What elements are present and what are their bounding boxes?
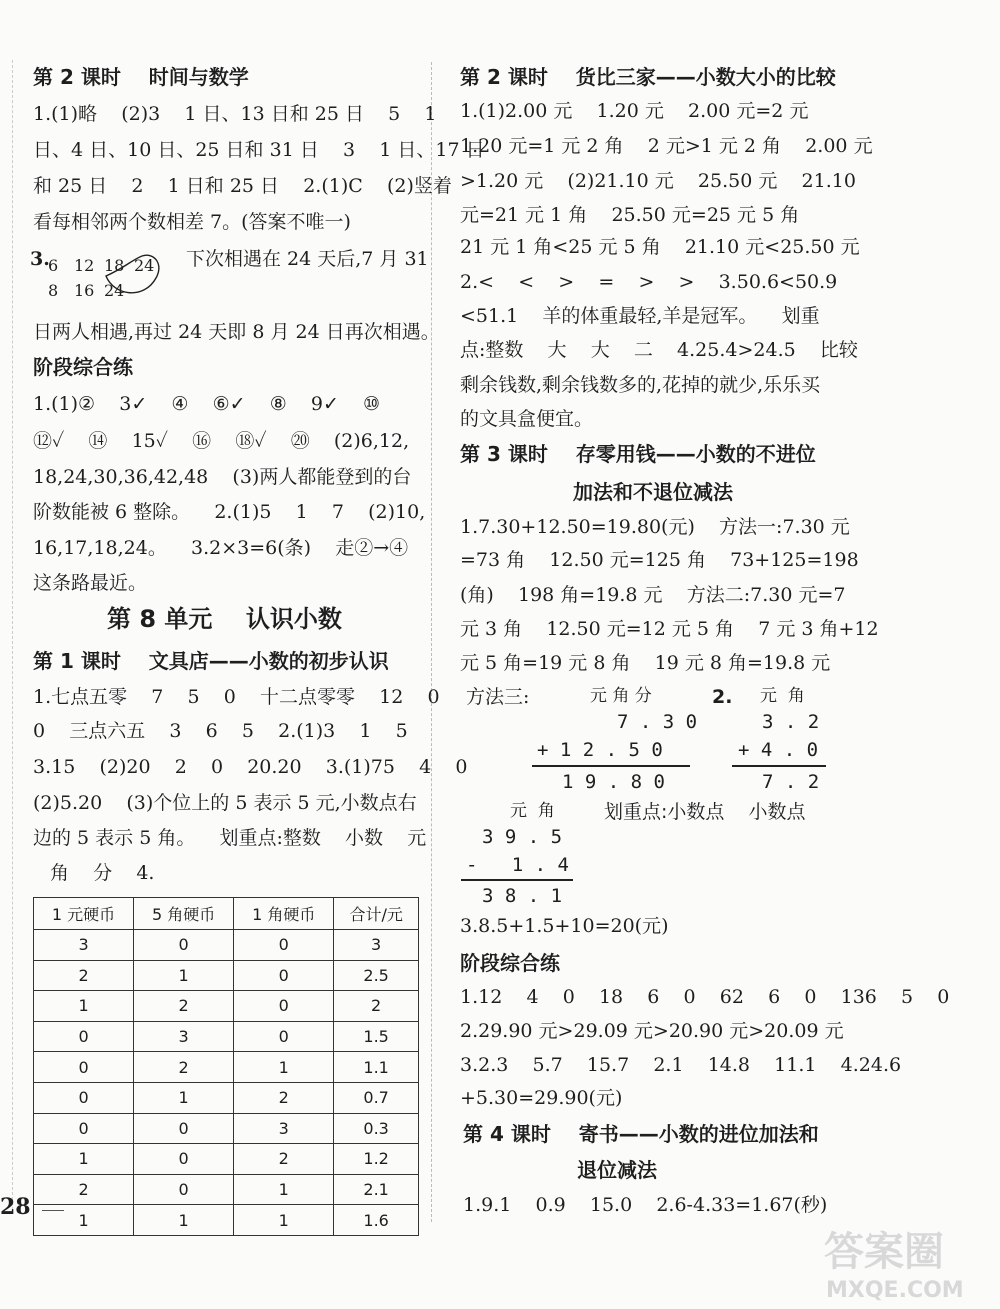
- table-row: [34, 991, 419, 1022]
- answer-line: 的文具盒便宜。: [460, 408, 594, 430]
- answer-line: 1.(1)② 3✓ ④ ⑥✓ ⑧ 9✓ ⑩: [33, 393, 381, 415]
- answer-line: 剩余钱数,剩余钱数多的,花掉的就少,乐乐买: [460, 374, 821, 396]
- answer-line: 1.(1)2.00 元 1.20 元 2.00 元=2 元: [460, 100, 809, 122]
- answer-line: 角 分 4.: [50, 862, 155, 884]
- table-cell: 2.5: [334, 960, 419, 991]
- answer-line: 0 三点六五 3 6 5 2.(1)3 1 5: [33, 720, 408, 742]
- table-cell: 0: [34, 1052, 134, 1083]
- lesson1-title: 第 1 课时 文具店——小数的初步认识: [33, 649, 389, 673]
- table-row: [34, 1082, 419, 1113]
- q3-num: 6: [48, 256, 59, 275]
- answer-line: 1.12 4 0 18 6 0 62 6 0 136 5 0: [460, 986, 950, 1008]
- answer-line: <51.1 羊的体重最轻,羊是冠军。 划重: [460, 305, 820, 327]
- answer-line: 1.20 元=1 元 2 角 2 元>1 元 2 角 2.00 元: [460, 135, 873, 157]
- answer-line: 1.七点五零 7 5 0 十二点零零 12 0: [33, 686, 440, 708]
- calc2-operand-b: + 4 . 0: [738, 739, 819, 761]
- lesson2-time-title: 第 2 课时 时间与数学: [33, 65, 249, 89]
- table-row: [34, 1174, 419, 1205]
- table-cell: 2: [234, 1144, 334, 1175]
- table-cell: 0: [134, 1144, 234, 1175]
- table-row: [34, 1021, 419, 1052]
- calc1-header: 元 角 分: [590, 686, 652, 706]
- calc1-result: 1 9 . 8 0: [562, 771, 665, 793]
- table-row: [34, 1144, 419, 1175]
- watermark-url: MXQE.COM: [826, 1278, 964, 1303]
- calc3-operand-a: 3 9 . 5: [482, 826, 563, 848]
- table-cell: 0: [34, 1113, 134, 1144]
- lesson4-title: 第 4 课时 寄书——小数的进位加法和: [463, 1122, 819, 1146]
- calc3-result: 3 8 . 1: [482, 885, 563, 907]
- answer-line: 看每相邻两个数相差 7。(答案不唯一): [33, 211, 351, 233]
- table-cell: 1.1: [334, 1052, 419, 1083]
- calc2-result: 7 . 2: [762, 771, 820, 793]
- answer-line: 2.< < > = > > 3.50.6<50.9: [460, 271, 838, 293]
- answer-line: 3.2.3 5.7 15.7 2.1 14.8 11.1 4.24.6: [460, 1054, 902, 1076]
- answer-line: 日、4 日、10 日、25 日和 31 日 3 1 日、17 日: [33, 139, 485, 161]
- lesson3-title: 第 3 课时 存零用钱——小数的不进位: [460, 442, 816, 466]
- unit-title: 第 8 单元 认识小数: [107, 605, 342, 633]
- answer-line: 点:整数 大 大 二 4.25.4>24.5 比较: [460, 339, 858, 361]
- table-cell: 1: [134, 1082, 234, 1113]
- stage-practice-title: 阶段综合练: [33, 355, 133, 379]
- table-cell: 1: [34, 1205, 134, 1236]
- answer-line: ⑫✓ ⑭ 15✓ ⑯ ⑱✓ ⑳ (2)6,12,: [33, 430, 410, 452]
- table-cell: 2: [334, 991, 419, 1022]
- watermark-title: 答案圈: [824, 1229, 944, 1275]
- stage-practice-title: 阶段综合练: [460, 951, 560, 975]
- table-cell: 1: [234, 1052, 334, 1083]
- calc2-operand-a: 3 . 2: [762, 711, 820, 733]
- method3-label: 方法三:: [466, 686, 530, 708]
- column-divider: [431, 62, 432, 1222]
- table-cell: 0: [234, 960, 334, 991]
- table-cell: 1: [134, 1205, 234, 1236]
- lesson2-compare-title: 第 2 课时 货比三家——小数大小的比较: [460, 65, 836, 89]
- table-cell: 2: [234, 1082, 334, 1113]
- calc1-operand-a: 7 . 3 0: [617, 711, 698, 733]
- question-2-label: 2.: [712, 686, 733, 708]
- table-cell: 1: [34, 991, 134, 1022]
- lesson3-subtitle: 加法和不退位减法: [573, 480, 733, 504]
- table-cell: 2: [34, 1174, 134, 1205]
- answer-line: 下次相遇在 24 天后,7 月 31: [186, 248, 429, 270]
- keypoint-text: 划重点:小数点 小数点: [604, 801, 806, 823]
- answer-line: 16,17,18,24。 3.2×3=6(条) 走②→④: [33, 537, 409, 559]
- table-header-cell: 1 角硬币: [234, 898, 334, 930]
- table-cell: 0: [234, 930, 334, 961]
- q3-num: 24: [104, 281, 125, 300]
- answer-line: (角) 198 角=19.8 元 方法二:7.30 元=7: [460, 584, 846, 606]
- table-cell: 0: [134, 930, 234, 961]
- answer-line: 日两人相遇,再过 24 天即 8 月 24 日再次相遇。: [33, 321, 440, 343]
- answer-line: 和 25 日 2 1 日和 25 日 2.(1)C (2)竖着: [33, 175, 452, 197]
- calc2-header: 元 角: [760, 686, 805, 706]
- question-3-label: 3.: [30, 248, 50, 270]
- answer-line: 边的 5 表示 5 角。 划重点:整数 小数 元: [33, 827, 427, 849]
- answer-line: 1.7.30+12.50=19.80(元) 方法一:7.30 元: [460, 516, 850, 538]
- page-number: 28: [0, 1194, 31, 1220]
- calc3-rule: [461, 879, 573, 881]
- q3-num: 18: [104, 256, 125, 275]
- answer-line: >1.20 元 (2)21.10 元 25.50 元 21.10: [460, 170, 856, 192]
- answer-line: 3.15 (2)20 2 0 20.20 3.(1)75 4 0: [33, 756, 468, 778]
- table-cell: 0: [234, 1021, 334, 1052]
- table-cell: 3: [334, 930, 419, 961]
- footer-rule: [42, 1210, 64, 1211]
- table-cell: 0: [134, 1113, 234, 1144]
- calc2-rule: [732, 765, 826, 767]
- table-row: [34, 930, 419, 961]
- table-cell: 0: [134, 1174, 234, 1205]
- table-cell: 1.2: [334, 1144, 419, 1175]
- answer-line: 3.8.5+1.5+10=20(元): [460, 915, 669, 937]
- watermark-logo: [814, 1228, 994, 1308]
- answer-line: 阶数能被 6 整除。 2.(1)5 1 7 (2)10,: [33, 501, 426, 523]
- calc1-rule: [532, 765, 690, 767]
- answer-line: 元 5 角=19 元 8 角 19 元 8 角=19.8 元: [460, 652, 831, 674]
- answer-line: 21 元 1 角<25 元 5 角 21.10 元<25.50 元: [460, 236, 860, 258]
- lesson4-subtitle: 退位减法: [577, 1158, 657, 1182]
- q3-num: 8: [48, 281, 59, 300]
- calc3-operand-b: - 1 . 4: [466, 854, 569, 876]
- table-cell: 2: [134, 991, 234, 1022]
- answer-line: 这条路最近。: [33, 572, 148, 594]
- table-cell: 2: [134, 1052, 234, 1083]
- table-cell: 0: [34, 1021, 134, 1052]
- table-row: [34, 1113, 419, 1144]
- table-cell: 1: [234, 1174, 334, 1205]
- table-row: [34, 960, 419, 991]
- table-cell: 1: [34, 1144, 134, 1175]
- table-cell: 0: [234, 991, 334, 1022]
- table-cell: 1.5: [334, 1021, 419, 1052]
- circle-mark-icon: [96, 248, 166, 304]
- table-header-cell: 1 元硬币: [34, 898, 134, 930]
- table-cell: 3: [134, 1021, 234, 1052]
- table-cell: 3: [34, 930, 134, 961]
- table-cell: 0.7: [334, 1082, 419, 1113]
- table-header-cell: 合计/元: [334, 898, 419, 930]
- table-cell: 0: [34, 1082, 134, 1113]
- answer-line: (2)5.20 (3)个位上的 5 表示 5 元,小数点右: [33, 792, 417, 814]
- answer-line: 2.29.90 元>29.09 元>20.90 元>20.09 元: [460, 1020, 844, 1042]
- table-cell: 1.6: [334, 1205, 419, 1236]
- table-header-row: [34, 898, 419, 930]
- calc3-header: 元 角: [510, 801, 555, 821]
- table-cell: 3: [234, 1113, 334, 1144]
- table-row: [34, 1052, 419, 1083]
- q3-num: 12: [74, 256, 95, 275]
- q3-num: 24: [134, 256, 155, 275]
- left-margin-line: [12, 60, 13, 1210]
- table-row: [34, 1205, 419, 1236]
- table-cell: 0.3: [334, 1113, 419, 1144]
- table-cell: 1: [134, 960, 234, 991]
- table-cell: 1: [234, 1205, 334, 1236]
- answer-line: 元=21 元 1 角 25.50 元=25 元 5 角: [460, 204, 800, 226]
- table-cell: 2: [34, 960, 134, 991]
- q3-num: 16: [74, 281, 95, 300]
- answer-line: 1.(1)略 (2)3 1 日、13 日和 25 日 5 1: [33, 103, 437, 125]
- answer-line: =73 角 12.50 元=125 角 73+125=198: [460, 549, 859, 571]
- answer-line: +5.30=29.90(元): [460, 1087, 623, 1109]
- calc1-operand-b: + 1 2 . 5 0: [537, 739, 663, 761]
- answer-line: 18,24,30,36,42,48 (3)两人都能登到的台: [33, 466, 412, 488]
- answer-line: 元 3 角 12.50 元=12 元 5 角 7 元 3 角+12: [460, 618, 879, 640]
- table-header-cell: 5 角硬币: [134, 898, 234, 930]
- coin-combination-table: [33, 897, 419, 1236]
- answer-line: 1.9.1 0.9 15.0 2.6-4.33=1.67(秒): [463, 1194, 828, 1216]
- table-cell: 2.1: [334, 1174, 419, 1205]
